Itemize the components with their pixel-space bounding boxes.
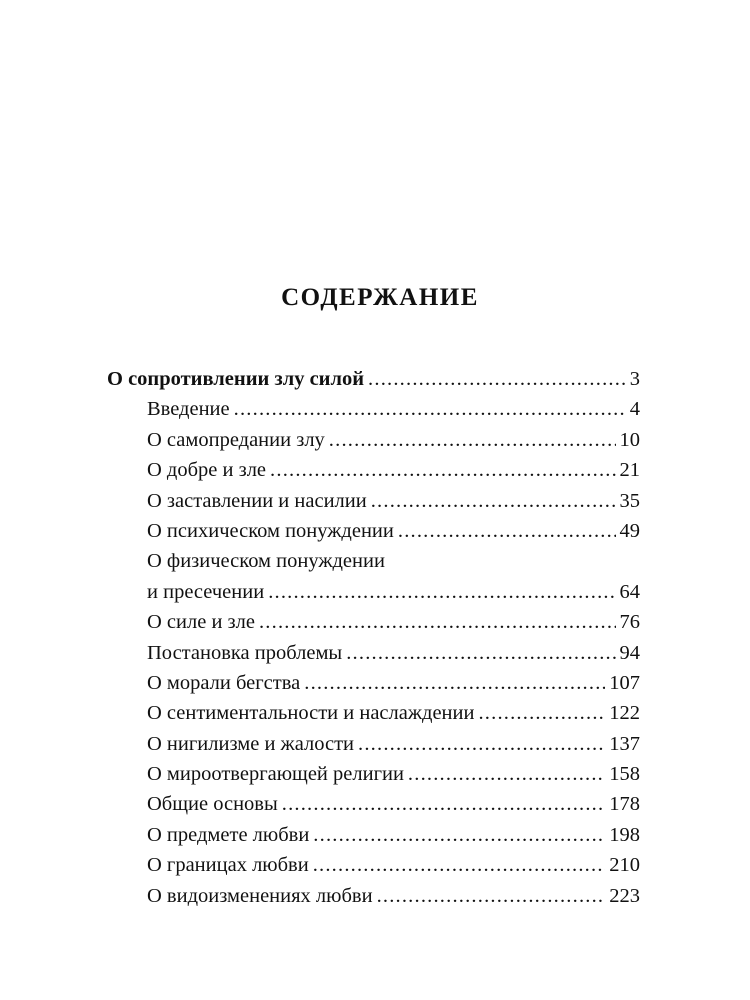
toc-page-number: 137 (609, 732, 640, 755)
toc-entry-title: О заставлении и насилии (147, 489, 367, 512)
toc-entry (107, 759, 640, 789)
dot-leader (329, 425, 616, 455)
toc-page-number: 122 (609, 702, 640, 725)
page-title: СОДЕРЖАНИЕ (281, 284, 479, 311)
dot-leader (408, 759, 605, 789)
table-of-contents (107, 364, 640, 911)
toc-entry-title: О предмете любви (147, 823, 310, 846)
dot-leader (268, 577, 615, 607)
toc-entry-title: Введение (147, 398, 230, 421)
toc-entry-chapter (107, 364, 640, 394)
dot-leader (234, 394, 626, 424)
dot-leader (346, 638, 615, 668)
dot-leader (478, 698, 605, 728)
toc-page-number: 76 (619, 611, 640, 634)
toc-entry (107, 455, 640, 485)
toc-entry-title: О границах любви (147, 854, 309, 877)
toc-page-number: 107 (609, 671, 640, 694)
dot-leader (398, 516, 616, 546)
dot-leader (313, 850, 606, 880)
toc-page-number: 94 (619, 641, 640, 664)
toc-entry (107, 850, 640, 880)
toc-entry (107, 881, 640, 911)
dot-leader (259, 607, 616, 637)
dot-leader (304, 668, 605, 698)
toc-page-number: 3 (629, 368, 640, 390)
dot-leader (358, 729, 605, 759)
dot-leader (313, 820, 605, 850)
toc-entry-title: О сопротивлении злу силой (107, 368, 365, 390)
dot-leader (270, 455, 615, 485)
toc-entry-title: О добре и зле (147, 459, 267, 482)
toc-entry (107, 698, 640, 728)
toc-entry-title: О самопредании злу (147, 428, 325, 451)
toc-entry (107, 729, 640, 759)
toc-entry-title: О психическом понуждении (147, 519, 394, 542)
toc-entry (107, 577, 640, 607)
toc-entry-title: Постановка проблемы (147, 641, 343, 664)
toc-entry-title: и пресечении (147, 580, 265, 603)
toc-entry (107, 425, 640, 455)
toc-entry-title: О мироотвергающей религии (147, 763, 404, 786)
toc-entry (107, 820, 640, 850)
toc-page-number: 21 (619, 459, 640, 482)
toc-page-number: 4 (629, 398, 640, 421)
toc-page-number: 223 (609, 884, 640, 907)
toc-page-number: 35 (619, 489, 640, 512)
toc-page-number: 158 (609, 763, 640, 786)
toc-page-number: 210 (609, 854, 640, 877)
toc-entry (107, 516, 640, 546)
toc-entry (107, 638, 640, 668)
dot-leader (377, 881, 606, 911)
toc-entry (107, 668, 640, 698)
toc-entry (107, 607, 640, 637)
toc-page-number: 64 (619, 580, 640, 603)
toc-entry-title: О силе и зле (147, 611, 255, 634)
toc-entry (107, 486, 640, 516)
toc-entry-title: Общие основы (147, 793, 278, 816)
toc-entry (107, 394, 640, 424)
toc-entry (107, 789, 640, 819)
toc-entry-title: О видоизменениях любви (147, 884, 373, 907)
toc-entry-title: О морали бегства (147, 671, 301, 694)
toc-page-number: 49 (619, 519, 640, 542)
toc-entry-title: О сентиментальности и наслаждении (147, 702, 475, 725)
toc-page-number: 198 (609, 823, 640, 846)
toc-page-number: 178 (609, 793, 640, 816)
dot-leader (282, 789, 606, 819)
toc-entry-title: О нигилизме и жалости (147, 732, 355, 755)
dot-leader (368, 364, 626, 394)
toc-page-number: 10 (619, 428, 640, 451)
toc-entry-title-first-line: О физическом понуждении (147, 550, 385, 573)
dot-leader (371, 486, 616, 516)
